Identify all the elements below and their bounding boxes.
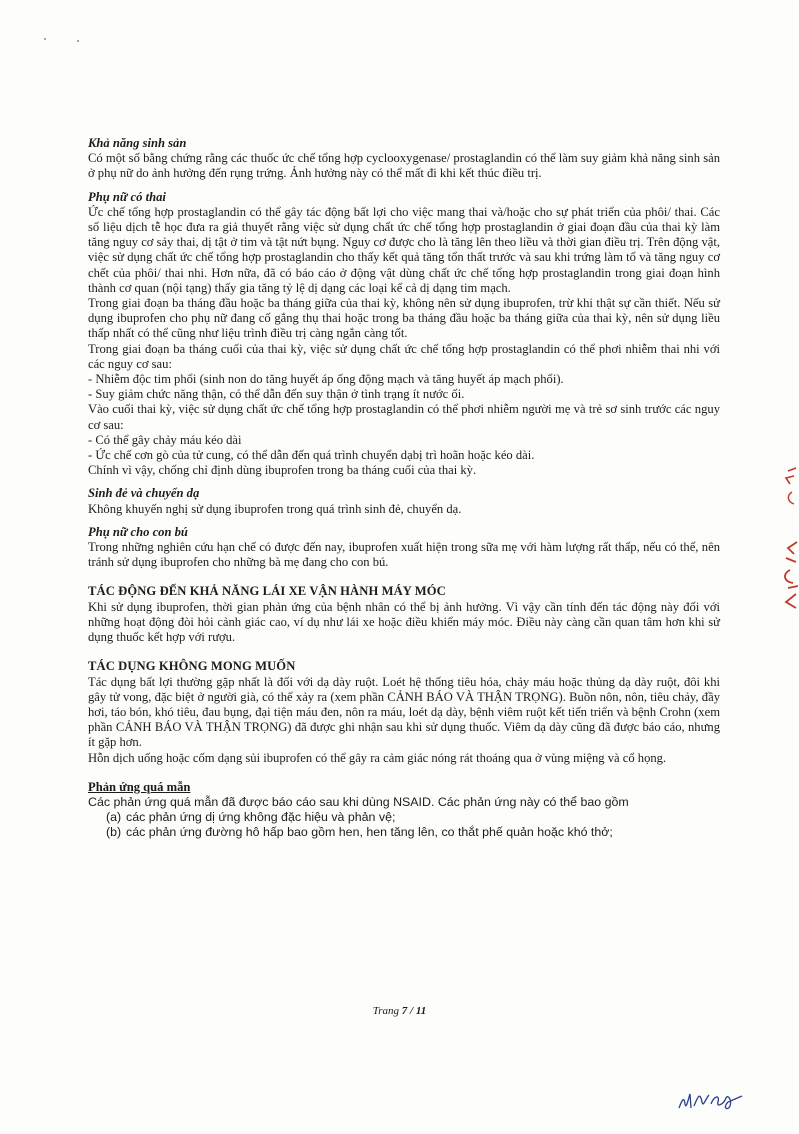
section-heading: TÁC ĐỘNG ĐẾN KHẢ NĂNG LÁI XE VẬN HÀNH MÁY MÓC [88,584,446,599]
list-item-text: các phản ứng đường hô hấp bao gồm hen, hen tăng lên, co thắt phế quản hoặc khó thở; [126,825,613,840]
list-item: - Có thể gây chảy máu kéo dài [88,432,242,447]
section-heading: Phản ứng quá mẫn [88,779,191,794]
list-item [106,825,720,840]
section-adverse-effects [88,659,720,765]
signature [676,1086,748,1116]
page-current: 7 [401,1005,408,1017]
paragraph: Hỗn dịch uống hoặc cốm dạng sủi ibuprofen có thể gây ra cảm giác nóng rát thoáng qua ở vùng miệng và cổ họng. [88,750,667,765]
paragraph: Trong giai đoạn ba tháng cuối của thai kỳ, việc sử dụng chất ức chế tổng hợp prostaglandin có thể phơi nhiễm thai nhi với các nguy cơ sau: [88,341,720,371]
paragraph: Ức chế tổng hợp prostaglandin có thể gây tác động bất lợi cho việc mang thai và/hoặc cho sự phát triển của phôi/ thai. Các số liệu dịch tễ học đưa ra giả thuyết rằng việc sử dụng chất ức chế tổng hợp prostaglandin ở giai đoạn đầu của thai kỳ làm tăng nguy cơ sảy thai, dị tật ở tim và tật nứt bụng. Nguy cơ được cho là tăng lên theo liều và thời gian điều trị. Trên động vật, việc sử dụng chất ức chế tổng hợp prostaglandin cho thấy kết quả tăng tổn thất trước và sau khi trứng làm tổ và tăng nguy cơ chết của phôi/ thai nhi. Hơn nữa, đã có báo cáo ở động vật dùng chất ức chế tổng hợp prostaglandin trong giai đoạn hình thành cơ quan (nội tạng) thấy gia tăng tỷ lệ dị dạng các loại kể cả dị dạng tim mạch. [88,204,720,295]
list-marker: (b) [106,825,122,840]
section-pregnancy [88,190,720,479]
list-item: - Ức chế cơn gò của tử cung, có thể dẫn đến quá trình chuyển dạbị trì hoãn hoặc kéo dài. [88,448,535,463]
section-heading: Phụ nữ cho con bú [88,524,188,539]
page-separator: / [410,1005,414,1017]
paragraph: Tác dụng bất lợi thường gặp nhất là đối với dạ dày ruột. Loét hệ thống tiêu hóa, chảy máu hoặc thủng dạ dày ruột, đôi khi gây tử vong, đặc biệt ở người già, có thể xảy ra (xem phần CẢNH BÁO VÀ THẬN TRỌNG). Buồn nôn, nôn, tiêu chảy, đầy hơi, táo bón, khó tiêu, đau bụng, đại tiện máu đen, nôn ra máu, loét dạ dày, bệnh viêm ruột kết tiến triển và bệnh Crohn (xem phần CẢNH BÁO VÀ THẬN TRỌNG) đã được ghi nhận sau khi sử dụng thuốc. Viêm dạ dày cũng đã được báo cáo, nhưng ít gặp hơn. [88,674,720,750]
page-number [0,1005,799,1017]
paragraph: Các phản ứng quá mẫn đã được báo cáo sau khi dùng NSAID. Các phản ứng này có thể bao gồm [88,794,629,809]
scan-speck [77,40,79,42]
section-heading: Phụ nữ có thai [88,189,166,204]
section-hypersensitivity [88,780,720,841]
section-breastfeeding [88,525,720,571]
section-driving [88,584,720,645]
section-heading: Sinh đẻ và chuyển dạ [88,486,200,501]
document-body [88,136,720,841]
list-item: - Suy giảm chức năng thận, có thể dẫn đến suy thận ở tình trạng ít nước ối. [88,387,465,402]
section-heading: Khả năng sinh sản [88,136,187,150]
section-fertility [88,136,720,182]
paragraph: Trong giai đoạn ba tháng đầu hoặc ba tháng giữa của thai kỳ, không nên sử dụng ibuprofen, trừ khi thật sự cần thiết. Nếu sử dụng ibuprofen cho phụ nữ đang cố gắng thụ thai hoặc trong ba tháng đầu hoặc ba tháng giữa của thai kỳ, nên sử dụng liều thấp nhất có thể cũng như liệu trình điều trị càng ngắn càng tốt. [88,296,720,341]
paragraph: Chính vì vậy, chống chỉ định dùng ibuprofen trong ba tháng cuối của thai kỳ. [88,463,477,478]
list-item-text: các phản ứng dị ứng không đặc hiệu và phản vệ; [126,810,396,825]
paragraph: Khi sử dụng ibuprofen, thời gian phản ứng của bệnh nhân có thể bị ảnh hưởng. Vì vậy cần tính đến tác động này đối với những hoạt động đòi hỏi cảnh giác cao, ví dụ như lái xe hoặc điều khiển máy móc. Điều này càng cần quan tâm hơn khi sử dụng thuốc kết hợp với rượu. [88,599,720,645]
section-labor [88,486,720,516]
paragraph: Vào cuối thai kỳ, việc sử dụng chất ức chế tổng hợp prostaglandin có thể phơi nhiễm người mẹ và trẻ sơ sinh trước các nguy cơ sau: [88,402,720,432]
page-total: 11 [415,1005,427,1017]
paragraph: Trong những nghiên cứu hạn chế có được đến nay, ibuprofen xuất hiện trong sữa mẹ với hàm lượng rất thấp, nếu có thể, nên tránh sử dụng ibuprofen cho những bà mẹ đang cho con bú. [88,540,720,570]
list-marker: (a) [106,810,122,825]
list-item [106,810,720,825]
paragraph: Không khuyến nghị sử dụng ibuprofen trong quá trình sinh đẻ, chuyển dạ. [88,501,462,516]
scan-speck [44,38,46,40]
stamp-fragment [776,462,799,612]
paragraph: Có một số bằng chứng rằng các thuốc ức chế tổng hợp cyclooxygenase/ prostaglandin có thể làm suy giảm khả năng sinh sản ở phụ nữ do ảnh hưởng đến rụng trứng. Ảnh hưởng này có thể mất đi khi kết thúc điều trị. [88,151,720,181]
section-heading: TÁC DỤNG KHÔNG MONG MUỐN [88,659,296,674]
page-label: Trang [372,1005,400,1017]
list-item: - Nhiễm độc tim phổi (sinh non do tăng huyết áp ống động mạch và tăng huyết áp mạch phổi). [88,372,564,387]
